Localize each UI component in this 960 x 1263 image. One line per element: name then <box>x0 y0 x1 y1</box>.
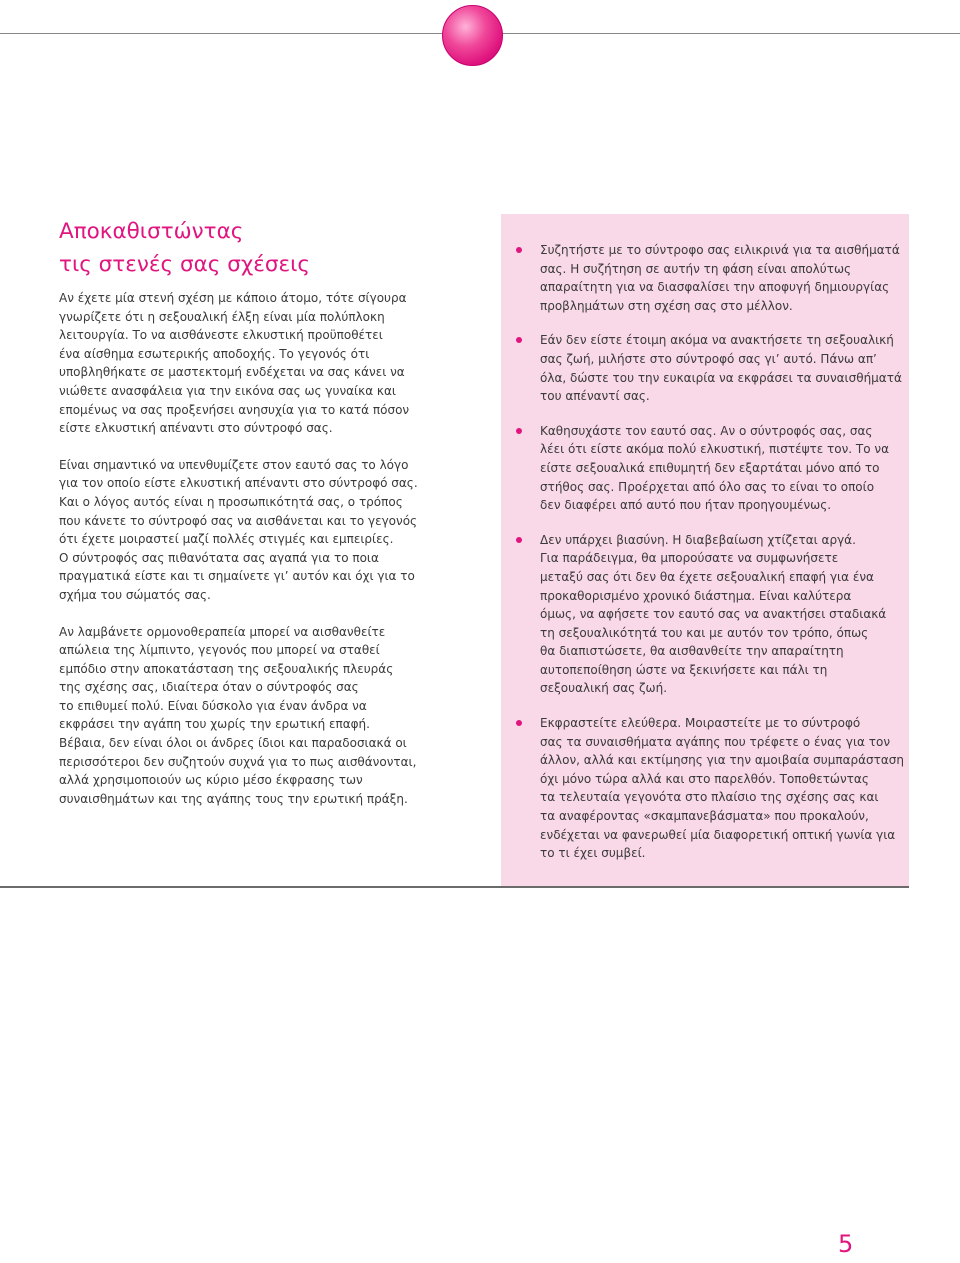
tips-list <box>516 241 904 879</box>
body-paragraph <box>59 456 479 605</box>
pink-circle-ornament <box>442 5 503 66</box>
left-column <box>59 289 479 826</box>
list-item <box>516 331 902 405</box>
text-line: Για παράδειγμα, θα μπορούσατε να συμφωνήσετε <box>540 551 839 566</box>
text-line: μεταξύ σας ότι δεν θα έχετε σεξουαλική επαφή για ένα <box>540 569 874 584</box>
bullet-dot-icon <box>516 337 522 343</box>
text-line: Εκφραστείτε ελεύθερα. Μοιραστείτε με το σύντροφό <box>540 716 861 731</box>
bullet-dot-icon <box>516 247 522 253</box>
text-line: είστε ελκυστική απέναντι στο σύντροφό σας. <box>59 421 333 436</box>
text-line: Αν έχετε μία στενή σχέση με κάποιο άτομο, τότε σίγουρα <box>59 291 407 305</box>
text-line: τα αναφέροντας «σκαμπανεβάσματα» που προκαλούν, <box>540 809 869 824</box>
text-line: Είναι σημαντικό να υπενθυμίζετε στον εαυτό σας το λόγο <box>59 457 409 472</box>
bullet-dot-icon <box>516 537 522 543</box>
text-line: σας τα συναισθήματα αγάπης που τρέφετε ο ένας για τον <box>540 734 891 749</box>
text-line: σας ζωή, μιλήστε στο σύντροφό σας γι’ αυτό. Πάνω απ’ <box>540 351 877 366</box>
text-line: είστε σεξουαλικά επιθυμητή δεν εξαρτάται μόνο από το <box>540 460 880 475</box>
text-line: Συζητήστε με το σύντροφο σας ειλικρινά για τα αισθήματά <box>540 243 900 257</box>
bullet-dot-icon <box>516 720 522 726</box>
title-line-1: Αποκαθιστώντας <box>59 219 244 244</box>
text-line: πραγματικά είστε και τι σημαίνετε γι’ αυτόν και όχι για το <box>59 569 415 584</box>
text-line: Βέβαια, δεν είναι όλοι οι άνδρες ίδιοι και παραδοσιακά οι <box>59 736 407 751</box>
text-line: επομένως να σας προξενήσει ανησυχία για το κατά πόσον <box>59 402 410 417</box>
text-line: ενδέχεται να φανερωθεί μία διαφορετική οπτική γωνία για <box>540 827 896 842</box>
text-line: το επιθυμεί πολύ. Είναι δύσκολο για έναν άνδρα να <box>59 698 367 713</box>
text-line: προκαθορισμένο χρονικό διάστημα. Είναι καλύτερα <box>540 588 852 603</box>
text-line: γνωρίζετε ότι η σεξουαλική έλξη είναι μία πολύπλοκη <box>59 309 385 324</box>
list-item <box>516 241 900 315</box>
text-line: τα τελευταία γεγονότα στο πλαίσιο της σχέσης σας και <box>540 790 879 805</box>
text-line: Αν λαμβάνετε ορμονοθεραπεία μπορεί να αισθανθείτε <box>59 624 386 639</box>
bullet-dot-icon <box>516 428 522 434</box>
text-line: σχήμα του σώματός σας. <box>59 587 211 602</box>
text-line: Ο σύντροφός σας πιθανότατα σας αγαπά για το ποια <box>59 550 379 565</box>
text-line: απαραίτητη για να διασφαλίσει την αποφυγή δημιουργίας <box>540 280 890 295</box>
text-line: ότι έχετε μοιραστεί μαζί πολλές στιγμές και εμπειρίες. <box>59 532 394 547</box>
text-line: Εάν δεν είστε έτοιμη ακόμα να ανακτήσετε τη σεξουαλική <box>540 333 894 348</box>
text-line: εμπόδιο στην αποκατάσταση της σεξουαλικής πλευράς <box>59 661 394 676</box>
text-line: όμως, να αφήσετε τον εαυτό σας να ανακτήσει σταδιακά <box>540 607 887 622</box>
list-item <box>516 714 904 863</box>
text-line: Δεν υπάρχει βιασύνη. Η διαβεβαίωση χτίζεται αργά. <box>540 532 856 547</box>
text-line: του απέναντί σας. <box>540 389 650 404</box>
text-line: δεν διαφέρει από αυτό που ήταν προηγουμένως. <box>540 498 832 513</box>
text-line: στήθος σας. Προέρχεται από όλο σας το είναι το οποίο <box>540 479 875 494</box>
page-number: 5 <box>838 1230 854 1258</box>
text-line: απώλεια της λίμπιντο, γεγονός που μπορεί να σταθεί <box>59 643 380 658</box>
text-line: το τι έχει συμβεί. <box>540 846 646 861</box>
text-line: σεξουαλική σας ζωή. <box>540 681 668 696</box>
text-line: αλλά χρησιμοποιούν ως κύριο μέσο έκφρασης των <box>59 773 363 788</box>
text-line: τη σεξουαλικότητά του και με αυτόν τον τρόπο, όπως <box>540 625 869 640</box>
text-line: αυτοπεποίθηση ώστε να ξεκινήσετε και πάλι τη <box>540 662 828 677</box>
text-line: όχι μόνο τώρα αλλά και στο παρελθόν. Τοποθετώντας <box>540 771 869 786</box>
text-line: λέει ότι είστε ακόμα πολύ ελκυστική, πιστέψτε τον. Το να <box>540 442 890 457</box>
bottom-rule <box>0 886 909 888</box>
text-line: ένα αίσθημα εσωτερικής αποδοχής. Το γεγονός ότι <box>59 346 370 361</box>
text-line: της σχέσης σας, ιδιαίτερα όταν ο σύντροφός σας <box>59 680 359 695</box>
text-line: θα διαπιστώσετε, θα αισθανθείτε την απαραίτητη <box>540 644 844 659</box>
text-line: άλλον, αλλά και εκτίμησης για την αμοιβαία συμπαράσταση <box>540 753 904 768</box>
text-line: εκφράσει την αγάπη του χωρίς την ερωτική επαφή. <box>59 717 370 732</box>
body-paragraph <box>59 289 479 438</box>
page-title <box>59 215 479 281</box>
title-line-2: τις στενές σας σχέσεις <box>59 252 311 277</box>
text-line: περισσότεροι δεν συζητούν συχνά για το πως αισθάνονται, <box>59 754 417 769</box>
text-line: για τον οποίο είστε ελκυστική απέναντι στο σύντροφό σας. <box>59 476 418 491</box>
text-line: σας. Η συζήτηση σε αυτήν τη φάση είναι απολύτως <box>540 261 852 276</box>
text-line: προβλημάτων στη σχέση σας στο μέλλον. <box>540 298 793 313</box>
text-line: υποβληθήκατε σε μαστεκτομή ενδέχεται να σας κάνει να <box>59 365 405 380</box>
text-line: Και ο λόγος αυτός είναι η προσωπικότητά σας, ο τρόπος <box>59 494 403 509</box>
body-paragraph <box>59 623 479 809</box>
text-line: όλα, δώστε του την ευκαιρία να εκφράσει τα συναισθήματά <box>540 370 902 385</box>
text-line: συναισθημάτων και της αγάπης τους την ερωτική πράξη. <box>59 791 408 806</box>
text-line: Καθησυχάστε τον εαυτό σας. Αν ο σύντροφός σας, σας <box>540 423 873 438</box>
text-line: που κάνετε το σύντροφό σας να αισθάνεται και το γεγονός <box>59 513 418 528</box>
list-item <box>516 531 896 698</box>
text-line: νιώθετε ανασφάλεια για την εικόνα σας ως γυναίκα και <box>59 383 396 398</box>
list-item <box>516 422 896 515</box>
text-line: λειτουργία. Το να αισθάνεστε ελκυστική προϋποθέτει <box>59 328 383 343</box>
